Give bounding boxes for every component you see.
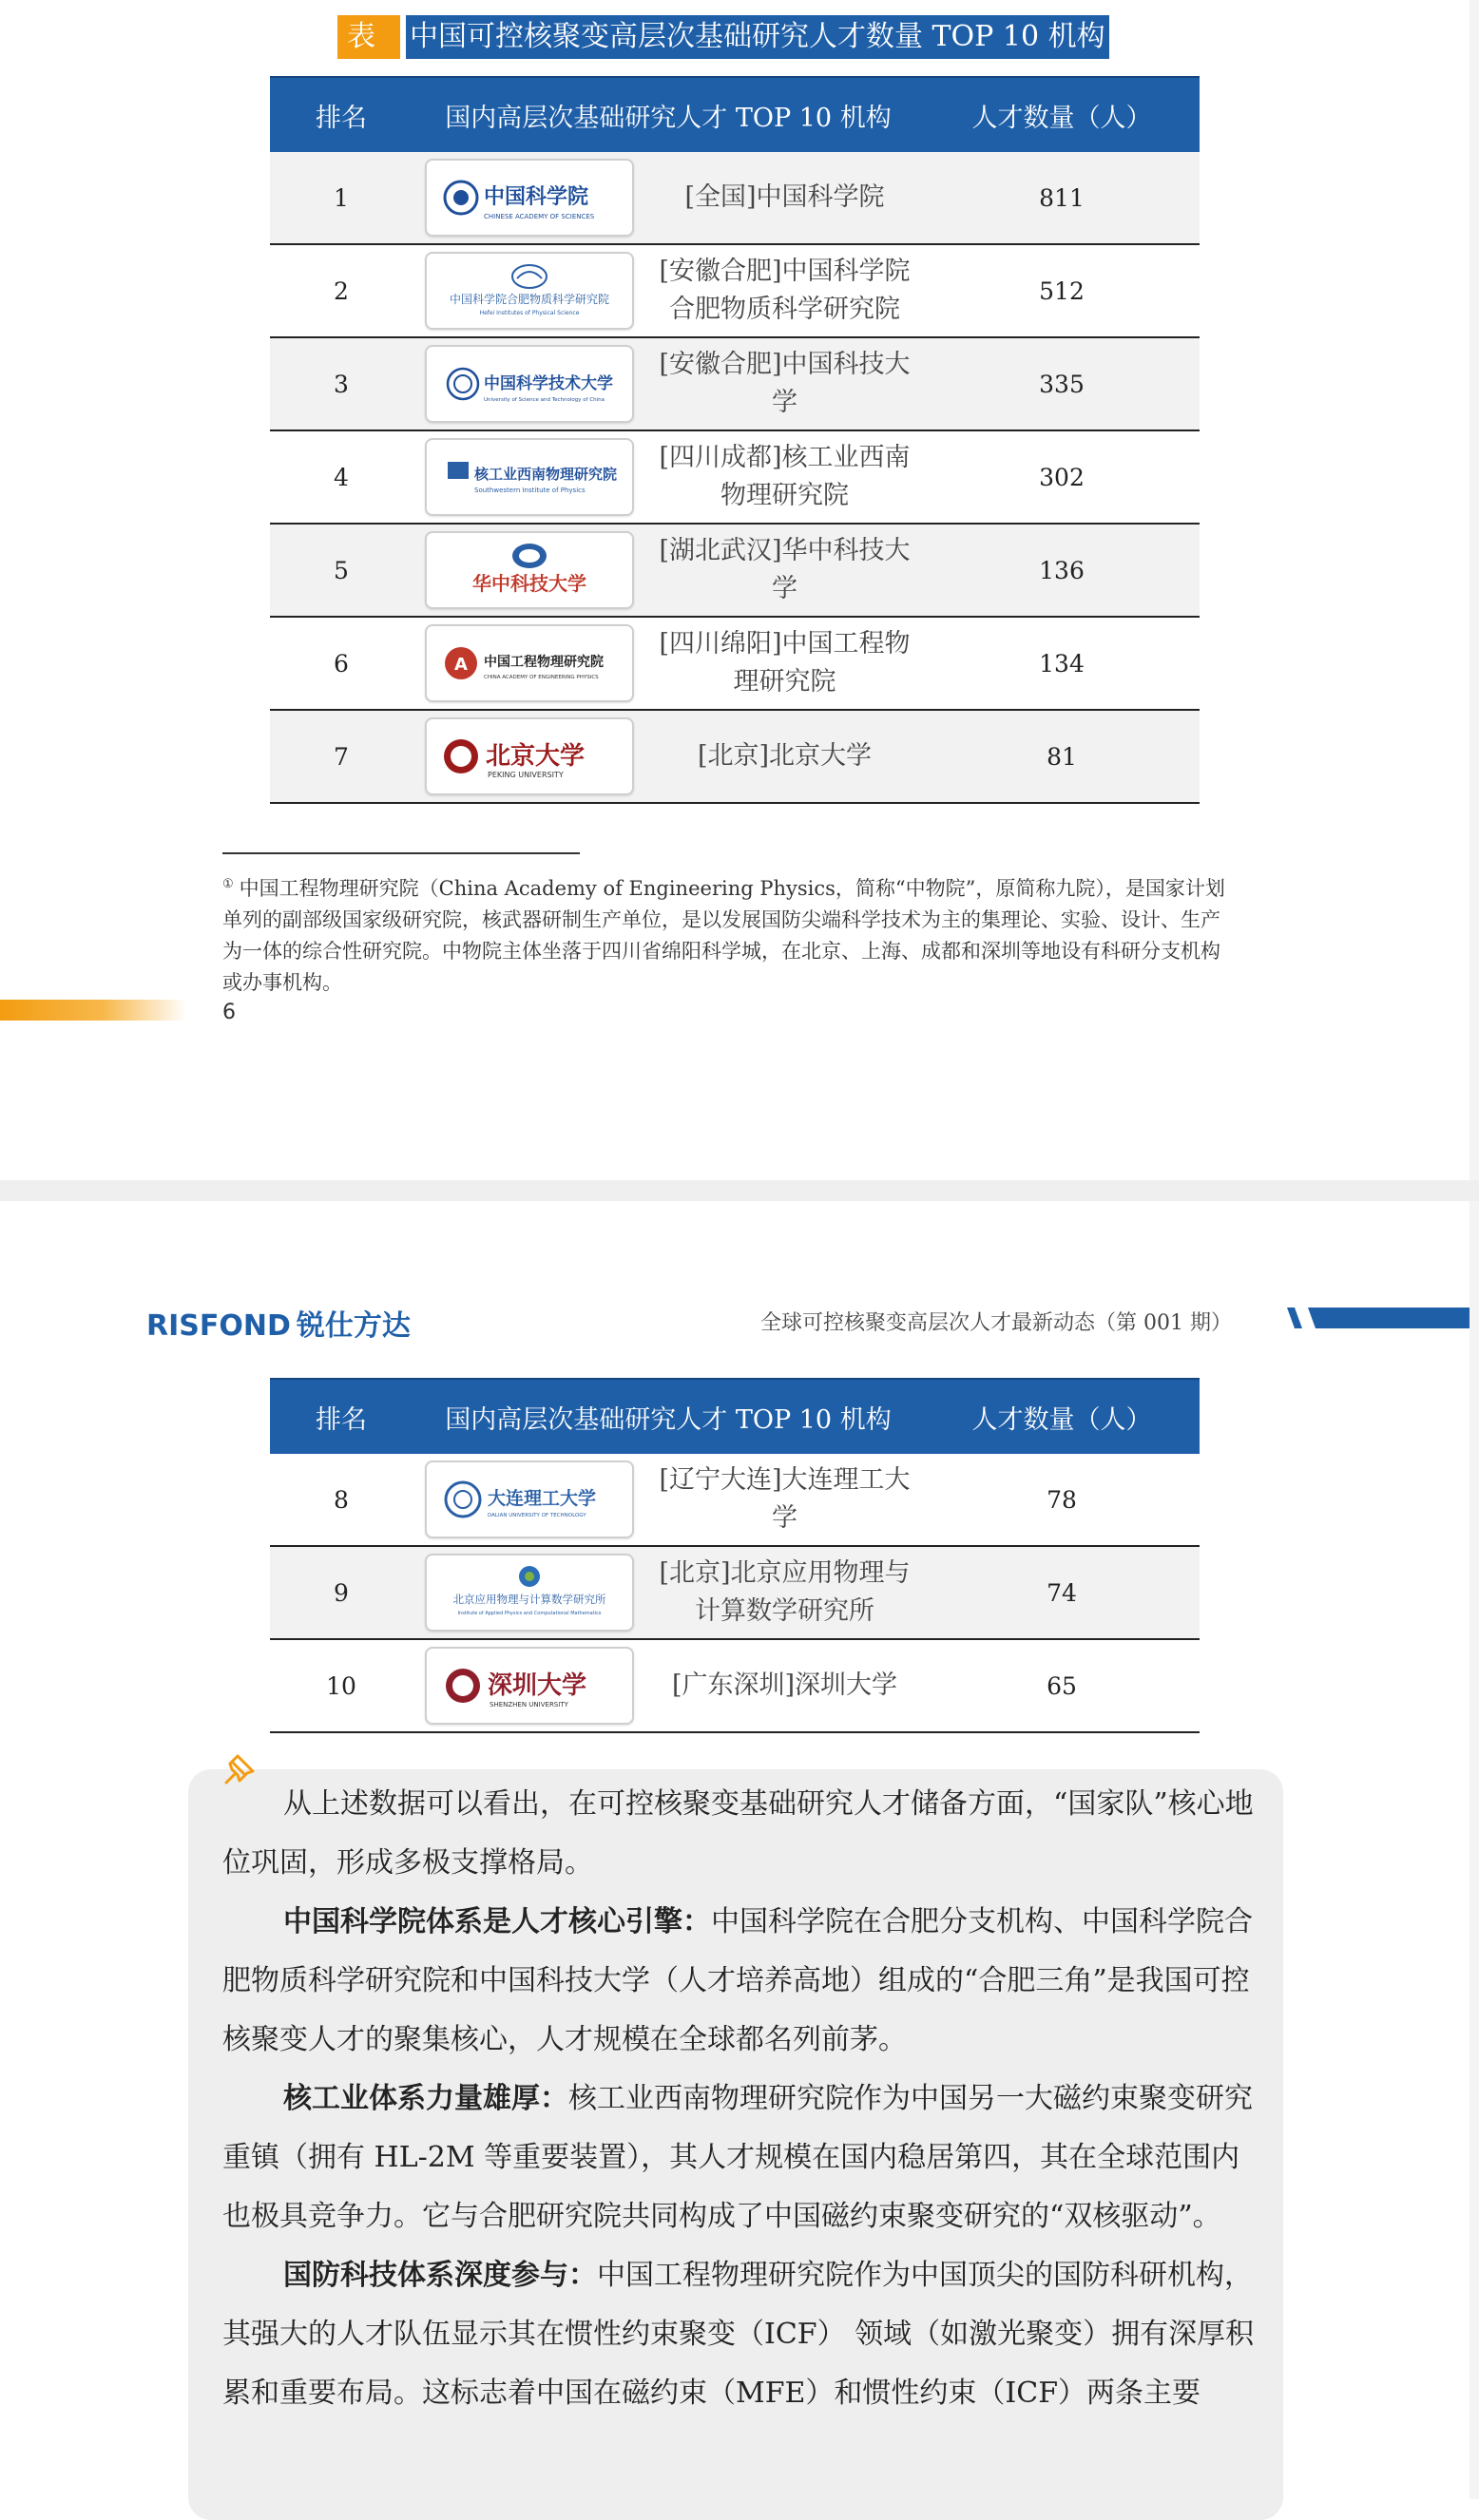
institution-cell <box>645 532 924 608</box>
cas-emblem-icon <box>434 169 624 226</box>
running-header-title: 全球可控核聚变高层次人才最新动态（第 001 期） <box>760 1311 1232 1335</box>
logo-subtext: CHINA ACADEMY OF ENGINEERING PHYSICS <box>483 675 599 680</box>
count-cell: 78 <box>1047 1485 1077 1514</box>
ustc-emblem-icon <box>434 355 624 412</box>
footnote-text: 中国工程物理研究院（China Academy of Engineering Physics，简称“中物院”，原简称九院），是国家计划单列的副部级国家级研究院，核武器研制生产单位，是以发展国防尖端科学技术为主的集理论、实验、设计、生产为一体的综合性研究院。中物院主体坐落于四川省绵阳科学城，在北京、上海、成都和深圳等地设有科研分支机构或办事机构。 <box>222 877 1225 994</box>
commentary-text <box>222 1775 1255 2423</box>
logo-text: 大连理工大学 <box>487 1488 596 1509</box>
top10-table-continued <box>270 1378 1200 1733</box>
institution-cell <box>645 737 924 775</box>
institution-cell <box>645 1555 924 1631</box>
institution-name-line2: 理研究院 <box>733 667 836 697</box>
brand-logo <box>146 1302 411 1344</box>
logo-text: 华中科技大学 <box>471 572 586 595</box>
page-edge <box>1469 0 1479 2499</box>
institution-name-line2: 学 <box>772 388 797 417</box>
table-row <box>270 711 1200 804</box>
header-count: 人才数量（人） <box>971 1404 1152 1435</box>
institution-cell <box>645 346 924 422</box>
table-row <box>270 245 1200 338</box>
institution-name-line2: 学 <box>772 574 797 603</box>
pku-logo <box>425 717 634 795</box>
institution-name: [北京]北京大学 <box>697 741 873 771</box>
header-institution: 国内高层次基础研究人才 TOP 10 机构 <box>445 103 892 133</box>
count-cell: 335 <box>1039 370 1085 398</box>
commentary-paragraph: 国防科技体系深度参与：中国工程物理研究院作为中国顶尖的国防科研机构，其强大的人才队伍显示其在惯性约束聚变（ICF） 领域（如激光聚变）拥有深厚积累和重要布局。这标志着中国在磁约束（MFE）和惯性约束（ICF）两条主要 <box>222 2259 1255 2410</box>
institution-name: [北京]北京应用物理与 <box>659 1558 911 1588</box>
count-cell: 65 <box>1047 1671 1077 1700</box>
rank-cell: 8 <box>334 1485 349 1514</box>
table-row <box>270 1547 1200 1640</box>
caep-emblem-icon <box>434 635 624 692</box>
institution-name-line2: 物理研究院 <box>720 481 849 510</box>
institution-name: [湖北武汉]华中科技大 <box>659 536 911 565</box>
rank-cell: 6 <box>334 649 349 678</box>
hfips-logo <box>425 252 634 330</box>
logo-text: 中国工程物理研究院 <box>483 655 604 670</box>
commentary-lead: 国防科技体系深度参与： <box>283 2259 597 2292</box>
rank-cell: 5 <box>334 556 349 584</box>
table-caption <box>337 15 1109 59</box>
logo-subtext: CHINESE ACADEMY OF SCIENCES <box>483 213 594 220</box>
commentary-paragraph: 从上述数据可以看出，在可控核聚变基础研究人才储备方面，“国家队”核心地位巩固，形成多极支撑格局。 <box>222 1787 1254 1880</box>
table-row <box>270 1454 1200 1547</box>
logo-text: 中国科学院 <box>483 184 588 209</box>
table-row <box>270 152 1200 245</box>
rank-cell: 4 <box>334 463 349 491</box>
table-header-row <box>270 76 1200 152</box>
top10-table <box>270 76 1200 804</box>
institution-name: [广东深圳]深圳大学 <box>671 1670 898 1700</box>
logo-subtext: DALIAN UNIVERSITY OF TECHNOLOGY <box>487 1513 586 1518</box>
footnote-divider <box>222 852 580 854</box>
count-cell: 74 <box>1047 1578 1077 1607</box>
commentary-paragraph: 中国科学院体系是人才核心引擎：中国科学院在合肥分支机构、中国科学院合肥物质科学研究院和中国科技大学（人才培养高地）组成的“合肥三角”是我国可控核聚变人才的聚集核心，人才规模在全球都名列前茅。 <box>222 1905 1253 2056</box>
hust-logo <box>425 531 634 609</box>
logo-text: 北京应用物理与计算数学研究所 <box>452 1593 605 1606</box>
logo-subtext: PEKING UNIVERSITY <box>487 771 564 779</box>
header-rank: 排名 <box>316 103 367 133</box>
institution-cell <box>645 253 924 329</box>
count-cell: 134 <box>1039 649 1085 678</box>
dlut-emblem-icon <box>434 1471 624 1528</box>
page-number: 6 <box>222 1001 236 1024</box>
table-row <box>270 1640 1200 1733</box>
header-accent-bar <box>1287 1308 1469 1328</box>
footnote <box>222 869 1239 999</box>
logo-text: 北京大学 <box>485 742 585 771</box>
institution-name: [全国]中国科学院 <box>684 182 885 212</box>
page-break <box>0 1180 1479 1201</box>
header-institution: 国内高层次基础研究人才 TOP 10 机构 <box>445 1404 892 1435</box>
hfips-emblem-icon <box>432 259 627 322</box>
institution-name: [四川绵阳]中国工程物 <box>659 629 911 659</box>
cas-logo <box>425 159 634 237</box>
logo-subtext: Hefei Institutes of Physical Science <box>479 310 579 316</box>
footnote-marker: ① <box>222 877 234 891</box>
hust-emblem-icon <box>434 539 624 601</box>
count-cell: 811 <box>1039 183 1085 212</box>
commentary-paragraph: 核工业体系力量雄厚：核工业西南物理研究院作为中国另一大磁约束聚变研究重镇（拥有 HL-2M 等重要装置），其人才规模在国内稳居第四，其在全球范围内也极具竞争力。它与合肥研究院共同构成了中国磁约束聚变研究的“双核驱动”。 <box>222 2082 1253 2233</box>
institution-name-line2: 学 <box>772 1503 797 1533</box>
iapcm-logo <box>425 1554 634 1632</box>
caep-logo <box>425 624 634 702</box>
logo-text: 核工业西南物理研究院 <box>473 466 617 483</box>
count-cell: 81 <box>1047 742 1077 771</box>
table-header-row <box>270 1378 1200 1454</box>
logo-text: 中国科学院合肥物质科学研究院 <box>449 293 609 306</box>
institution-name: [安徽合肥]中国科技大 <box>659 350 911 379</box>
institution-name-line2: 计算数学研究所 <box>695 1596 874 1626</box>
rank-cell: 1 <box>334 183 349 212</box>
commentary-lead: 中国科学院体系是人才核心引擎： <box>283 1905 711 1938</box>
count-cell: 512 <box>1039 277 1085 305</box>
institution-name: [四川成都]核工业西南 <box>659 443 911 472</box>
commentary-lead: 核工业体系力量雄厚： <box>283 2082 568 2115</box>
institution-name-line2: 合肥物质科学研究院 <box>669 295 900 324</box>
table-row <box>270 525 1200 618</box>
iapcm-emblem-icon <box>432 1561 627 1624</box>
swip-emblem-icon <box>434 449 624 506</box>
count-cell: 302 <box>1039 463 1085 491</box>
swip-logo <box>425 438 634 516</box>
institution-cell <box>645 439 924 515</box>
rank-cell: 2 <box>334 277 349 305</box>
rank-cell: 9 <box>334 1578 349 1607</box>
logo-subtext: SHENZHEN UNIVERSITY <box>489 1701 568 1709</box>
ustc-logo <box>425 345 634 423</box>
count-cell: 136 <box>1039 556 1085 584</box>
table-row <box>270 338 1200 431</box>
table-caption-title: 中国可控核聚变高层次基础研究人才数量 TOP 10 机构 <box>406 15 1109 59</box>
svg-text:A: A <box>453 655 468 675</box>
table-row <box>270 618 1200 711</box>
rank-cell: 3 <box>334 370 349 398</box>
header-count: 人才数量（人） <box>971 103 1152 133</box>
logo-subtext: Southwestern Institute of Physics <box>473 487 586 494</box>
szu-emblem-icon <box>434 1657 624 1714</box>
brand-name-cn: 锐仕方达 <box>296 1309 411 1343</box>
institution-cell <box>645 1667 924 1705</box>
dlut-logo <box>425 1460 634 1538</box>
table-row <box>270 431 1200 525</box>
institution-name: [安徽合肥]中国科学院 <box>659 257 911 286</box>
brand-name-en: RISFOND <box>146 1309 291 1343</box>
rank-cell: 10 <box>326 1671 356 1700</box>
logo-subtext: University of Science and Technology of China <box>483 397 605 403</box>
institution-cell <box>645 1461 924 1537</box>
pku-emblem-icon <box>434 728 624 785</box>
rank-cell: 7 <box>334 742 349 771</box>
header-rank: 排名 <box>316 1404 367 1435</box>
institution-cell <box>645 625 924 701</box>
szu-logo <box>425 1647 634 1725</box>
logo-text: 深圳大学 <box>487 1671 586 1700</box>
logo-subtext: Institute of Applied Physics and Computational Mathematics <box>457 1611 601 1616</box>
logo-text: 中国科学技术大学 <box>483 374 613 393</box>
institution-name: [辽宁大连]大连理工大 <box>659 1465 911 1495</box>
page-number-bar <box>0 1000 186 1021</box>
table-caption-label: 表 <box>337 15 400 59</box>
institution-cell <box>645 179 924 217</box>
